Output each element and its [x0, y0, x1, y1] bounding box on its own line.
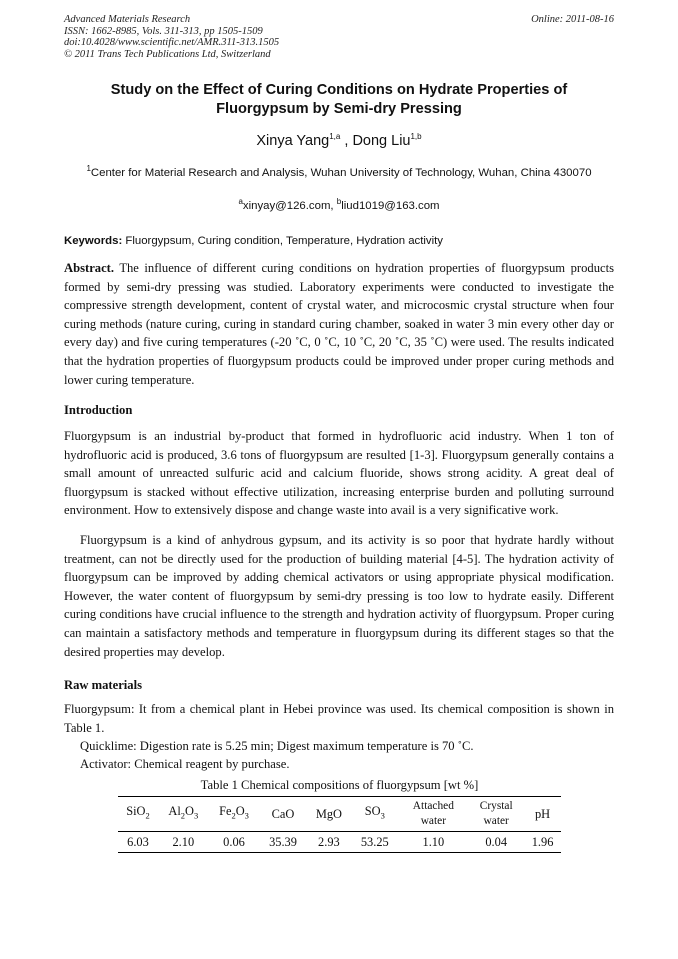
keywords-text: Fluorgypsum, Curing condition, Temperature, Hydration activity [122, 235, 444, 247]
author-1-affil: 1,a [329, 132, 341, 141]
col-al2o3: $Al_2O_3$ [168, 804, 199, 821]
doi-line: doi:10.4028/www.scientific.net/AMR.311-313.1505 [64, 37, 280, 48]
col-ph: pH [534, 806, 551, 821]
table-cell: 2.93 [318, 834, 340, 849]
table-header-row [118, 797, 561, 832]
table-1-caption: Table 1 Chemical compositions of fluorgypsum [wt %] [200, 778, 479, 792]
affiliation-marker: 1 [86, 164, 91, 173]
author-2: Dong Liu [352, 132, 411, 149]
paper-title [40, 81, 638, 119]
abstract-text: The influence of different curing conditions on hydration properties of fluorgypsum products formed by semi-dry pressing was studied. Laboratory experiments were conducted to investigate the compressive strength development, content of crystal water, and microcosmic crystal structure when four curing methods (nature curing, curing in standard curing chamber, soaked in water 3 min every other day or every day) and five curing temperatures (-20 ˚C, 0 ˚C, 10 ˚C, 20 ˚C, 35 ˚C) were used. The results indicated that the hydration properties of fluorgypsum products could be improved under proper curing methods and lower curing temperature. [64, 261, 614, 387]
affiliation [64, 160, 614, 182]
author-1: Xinya Yang [256, 132, 330, 149]
abstract-label: Abstract. [64, 261, 115, 275]
author-2-affil: 1,b [410, 132, 422, 141]
keywords [64, 235, 616, 247]
col-so3: $SO_3$ [364, 804, 385, 821]
affiliation-text: Center for Material Research and Analysis, Wuhan University of Technology, Wuhan, China 430070 [90, 166, 592, 179]
col-attached-water: Attached water [412, 800, 454, 827]
title-line-1: Study on the Effect of Curing Conditions on Hydrate Properties of [110, 82, 568, 98]
email-a: xinyay@126.com, [242, 199, 337, 212]
introduction-heading: Introduction [64, 403, 133, 417]
raw-materials-paragraph-2: Quicklime: Digestion rate is 5.25 min; Digest maximum temperature is 70 ˚C. [80, 739, 474, 753]
col-crystal-water: Crystal water [479, 800, 513, 827]
copyright-line: © 2011 Trans Tech Publications Ltd, Switzerland [64, 48, 271, 60]
table-1 [118, 796, 561, 853]
email-b-marker: b [336, 197, 342, 206]
journal-name: Advanced Materials Research [64, 14, 191, 25]
col-sio2: SiO$_2$ [126, 804, 150, 821]
email-a-marker: a [238, 197, 243, 206]
col-mgo: MgO [315, 806, 342, 821]
email-b: liud1019@163.com [341, 199, 440, 212]
table-cell: 6.03 [127, 834, 149, 849]
author-list [40, 132, 638, 149]
introduction-paragraph-2: Fluorgypsum is a kind of anhydrous gypsum, and its activity is so poor that hydrate hardly without treatment, can not be directly used for the production of building material [4-5]. The hydration activity of fluorgypsum can be improved by adding chemical activators or using appropriate physical modification. However, the water content of fluorgypsum by semi-dry pressing is too low to hydrate easily. Different curing conditions have crucial influence to the strength and hydration activity of fluorgypsum. Proper curing can maintain a satisfactory methods and temperature in fluorgypsum during its different stages so that the desired properties may develop. [64, 533, 614, 659]
table-cell: 2.10 [172, 834, 195, 849]
title-line-2: Fluorgypsum by Semi-dry Pressing [216, 101, 462, 117]
issn-line: ISSN: 1662-8985, Vols. 311-313, pp 1505-1509 [64, 25, 263, 37]
introduction-paragraph-1: Fluorgypsum is an industrial by-product that formed in hydrofluoric acid industry. When 1 ton of hydrofluoric acid is produced, 3.6 tons of fluorgypsum are resulted [1-3]. Fluorgypsum generally contains a small amount of unreacted sulfuric acid and calcium fluoride, shows strong acidity. A great deal of fluorgypsum is stacked without effective utilization, increasing enterprise burden and polluting surround environment. How to extensively dispose and change waste into avail is a very significative work. [64, 429, 614, 518]
table-cell: 1.10 [422, 834, 445, 849]
raw-materials-heading: Raw materials [64, 678, 142, 692]
online-date: Online: 2011-08-16 [531, 14, 614, 25]
table-cell: 53.25 [360, 834, 389, 849]
keywords-label: Keywords: [64, 235, 123, 247]
journal-header [64, 14, 279, 60]
table-cell: 0.06 [223, 834, 245, 849]
raw-materials-paragraph-3: Activator: Chemical reagent by purchase. [80, 757, 290, 771]
table-cell: 1.96 [531, 834, 554, 849]
author-emails [64, 197, 614, 212]
col-cao: CaO [271, 806, 295, 821]
author-separator: , [340, 132, 353, 149]
raw-materials-paragraph-1: Fluorgypsum: It from a chemical plant in Hebei province was used. Its chemical composition is shown in Table 1. [64, 702, 614, 735]
table-cell: 35.39 [269, 834, 297, 849]
abstract [64, 259, 614, 389]
col-fe2o3: $Fe_2O_3$ [219, 804, 249, 821]
table-row [118, 832, 561, 853]
table-cell: 0.04 [485, 834, 508, 849]
